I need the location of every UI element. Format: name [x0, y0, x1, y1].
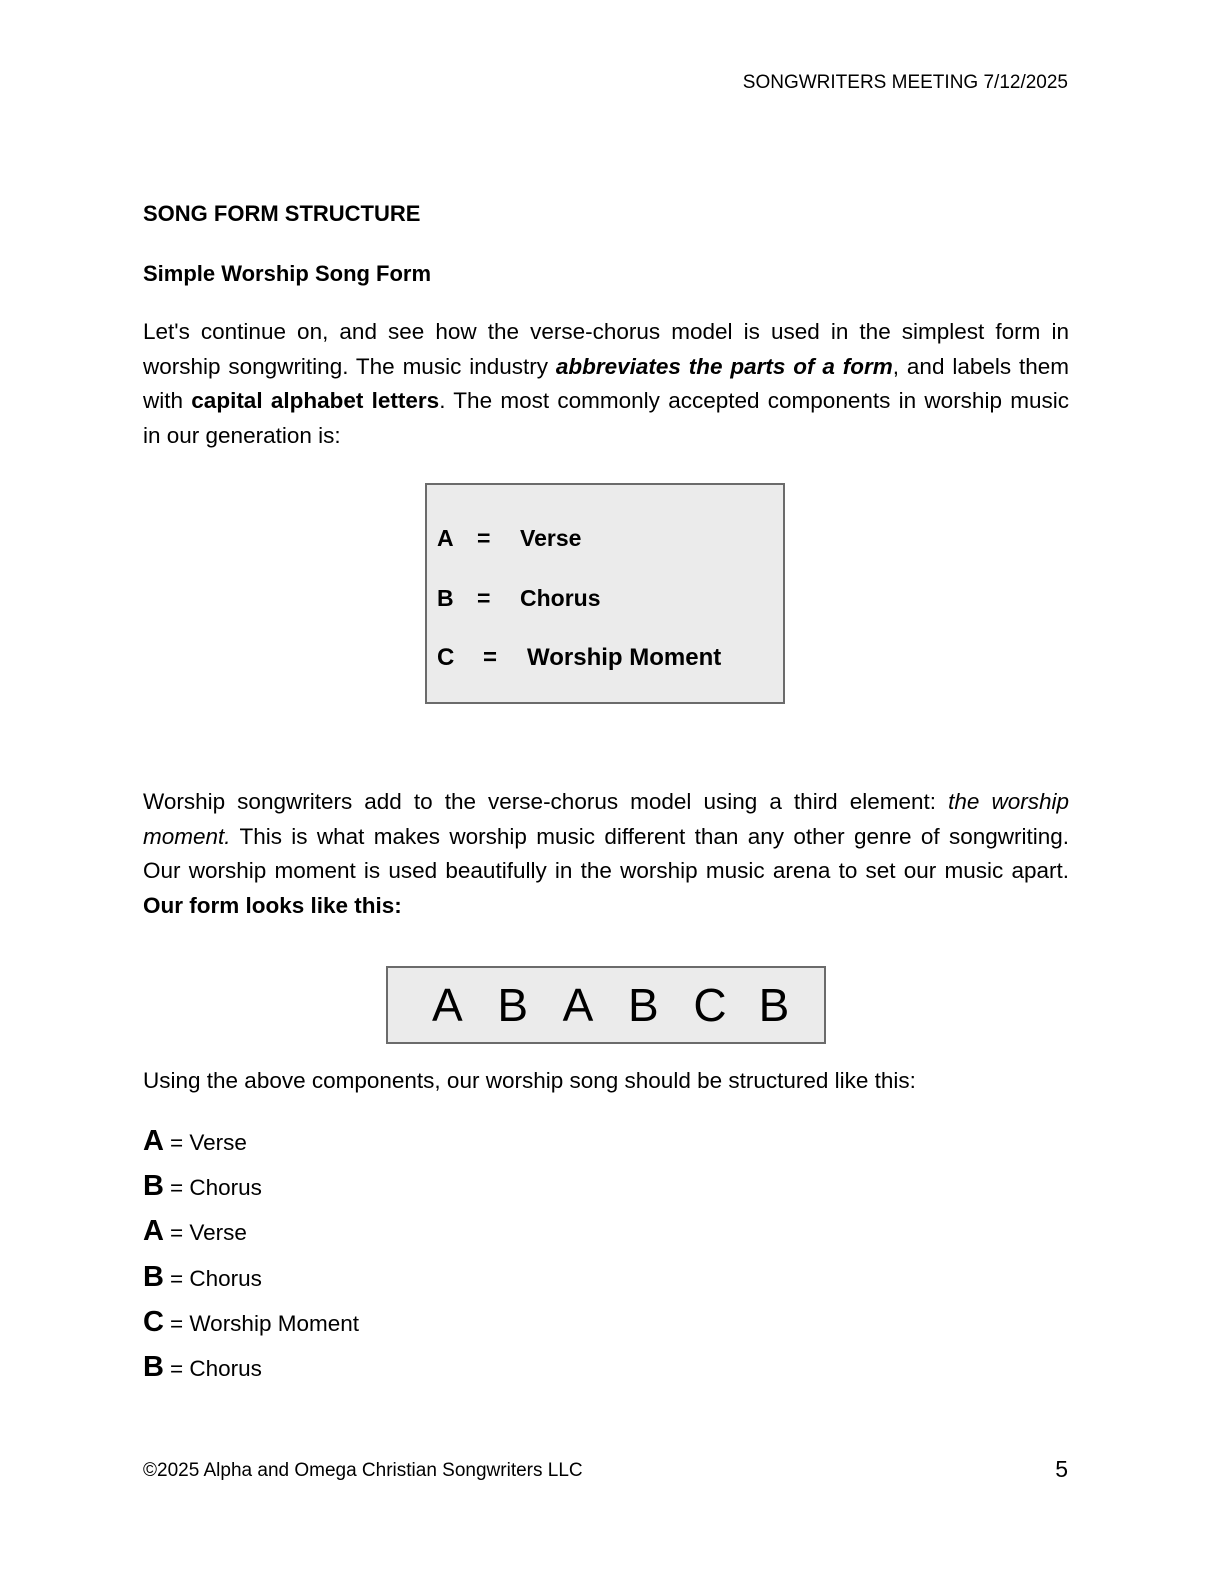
page-header: SONGWRITERS MEETING 7/12/2025: [742, 72, 1068, 93]
legend-label: Verse: [520, 525, 582, 551]
text-run: . The most commonly accepted components in worship music in our generation is:: [143, 388, 1069, 448]
legend-label: Chorus: [520, 585, 601, 611]
sequence-letter: B: [627, 979, 659, 1031]
structure-letter: A: [143, 1125, 164, 1157]
legend-letter: A: [437, 525, 454, 551]
text-run: , and labels them with: [143, 353, 1070, 414]
equals-sign: =: [477, 525, 491, 551]
worship-paragraph: [143, 785, 1069, 923]
legend-letter: C: [437, 644, 455, 671]
structure-letter: B: [143, 1170, 164, 1203]
structure-item: [143, 1215, 359, 1260]
structure-item: [143, 1261, 359, 1306]
structure-label: = Verse: [169, 1130, 247, 1155]
structure-item: [143, 1351, 359, 1396]
structure-letter: A: [143, 1215, 164, 1248]
legend-row-c: [437, 644, 721, 672]
structure-letter: B: [143, 1350, 164, 1383]
bold-text: Our form looks like this:: [143, 892, 402, 918]
sequence-letter: A: [432, 979, 463, 1031]
page-number: 5: [1055, 1456, 1068, 1482]
sequence-letter: B: [758, 979, 790, 1031]
footer-copyright: ©2025 Alpha and Omega Christian Songwriters LLC: [143, 1460, 583, 1481]
structure-label: = Chorus: [169, 1265, 262, 1291]
legend-row-b: [437, 585, 601, 612]
sequence-letter: C: [693, 979, 727, 1031]
text-run: Let's continue on, and see how the verse-chorus model is used in the simplest form in worship songwriting. The music industry: [143, 319, 1069, 379]
legend-label: Worship Moment: [527, 644, 722, 671]
structure-list: [143, 1125, 359, 1396]
text-run: This is what makes worship music different than any other genre of songwriting. Our worship moment is used beautifully in the worship music arena to set our music apart.: [143, 823, 1069, 884]
section-subtitle: Simple Worship Song Form: [143, 261, 432, 286]
bold-text: capital alphabet letters: [191, 388, 440, 414]
legend-box: [425, 483, 785, 704]
emphasis-text: abbreviates the parts of a form: [555, 353, 893, 379]
structure-item: [143, 1125, 359, 1170]
structure-label: = Chorus: [169, 1175, 262, 1201]
structure-letter: B: [143, 1260, 164, 1293]
structure-label: = Worship Moment: [169, 1310, 359, 1336]
text-run: Worship songwriters add to the verse-chorus model using a third element:: [143, 789, 949, 814]
form-sequence-box: [386, 966, 826, 1044]
italic-text: the worship moment.: [143, 789, 1069, 849]
equals-sign: =: [477, 585, 491, 611]
structure-item: [143, 1170, 359, 1215]
equals-sign: =: [483, 644, 498, 671]
structure-intro: Using the above components, our worship song should be structured like this:: [143, 1068, 916, 1093]
structure-item: [143, 1306, 359, 1351]
legend-letter: B: [437, 585, 454, 611]
structure-letter: C: [143, 1305, 164, 1338]
sequence-letter: B: [497, 979, 529, 1031]
structure-label: = Chorus: [169, 1355, 262, 1381]
legend-row-a: [437, 525, 581, 552]
section-title: SONG FORM STRUCTURE: [143, 201, 421, 226]
sequence-letter: A: [562, 979, 594, 1031]
intro-paragraph: [143, 315, 1069, 453]
structure-label: = Verse: [169, 1220, 247, 1246]
